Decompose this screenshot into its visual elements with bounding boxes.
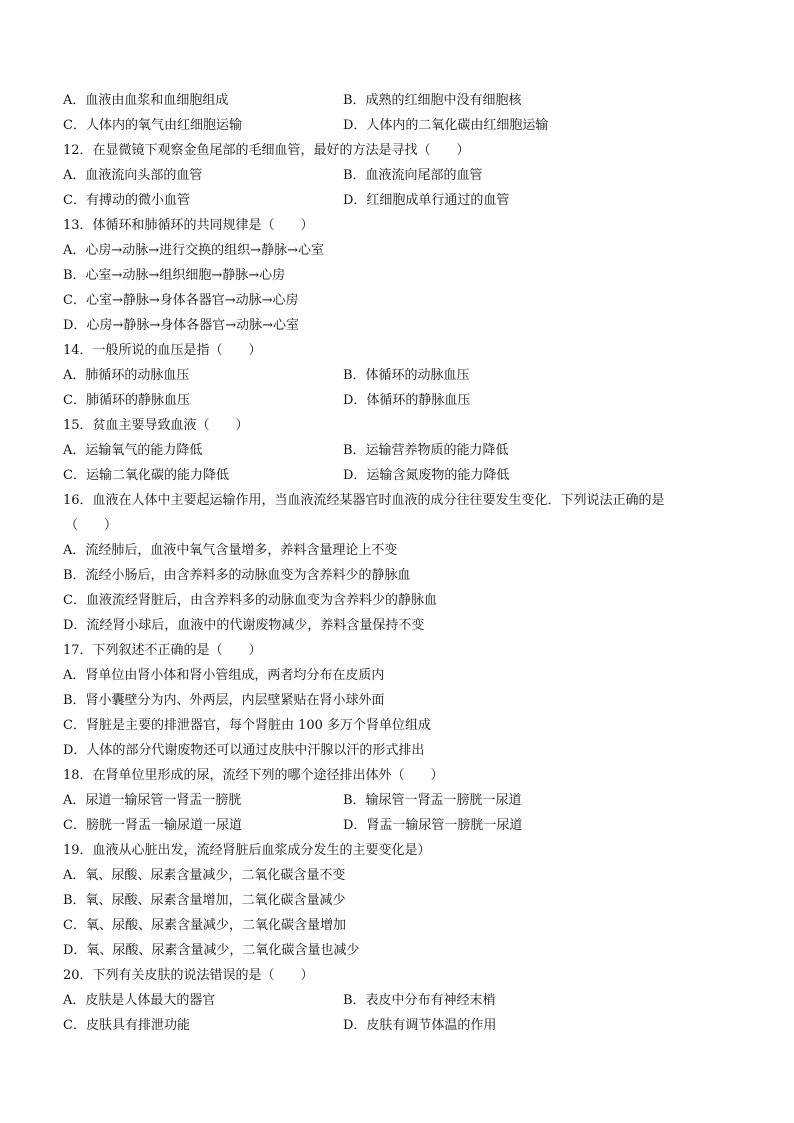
exam-page	[63, 88, 743, 1038]
option-b: B．心室→动脉→组织细胞→静脉→心房	[63, 268, 286, 283]
question-14	[63, 338, 743, 413]
question-stem: 18．在肾单位里形成的尿，流经下列的哪个途径排出体外（ ）	[63, 768, 444, 783]
option-b: B．血液流向尾部的血管	[343, 168, 483, 183]
option-row	[63, 163, 743, 188]
question-20	[63, 963, 743, 1038]
option-d: D．人体内的二氧化碳由红细胞运输	[343, 118, 549, 133]
option-c: C．膀胱一肾盂一输尿道一尿道	[63, 818, 242, 833]
option-row	[63, 463, 743, 488]
question-19	[63, 838, 743, 963]
option-row	[63, 113, 743, 138]
option-d: D．红细胞成单行通过的血管	[343, 193, 510, 208]
option-b: B．体循环的动脉血压	[343, 368, 470, 383]
option-d: D．肾盂一输尿管一膀胱一尿道	[343, 818, 523, 833]
option-c: C．氧、尿酸、尿素含量减少，二氧化碳含量增加	[63, 918, 346, 933]
question-stem: 19．血液从心脏出发，流经肾脏后血浆成分发生的主要变化是）	[63, 843, 431, 858]
question-15	[63, 413, 743, 488]
option-c: C．肾脏是主要的排泄器官，每个肾脏由 100 多万个肾单位组成	[63, 718, 432, 733]
option-row	[63, 438, 743, 463]
option-a: A．血液由血浆和血细胞组成	[63, 93, 229, 108]
question-18	[63, 763, 743, 838]
question-stem: 12．在显微镜下观察金鱼尾部的毛细血管，最好的方法是寻找（ ）	[63, 143, 470, 158]
option-row	[63, 788, 743, 813]
option-c: C．皮肤具有排泄功能	[63, 1018, 190, 1033]
question-17	[63, 638, 743, 763]
option-d: D．流经肾小球后，血液中的代谢废物减少，养料含量保持不变	[63, 618, 425, 633]
question-stem: 16．血液在人体中主要起运输作用，当血液流经某器官时血液的成分往往要发生变化．下列说法正确的是	[63, 493, 665, 508]
option-a: A．皮肤是人体最大的器官	[63, 993, 216, 1008]
option-row	[63, 1013, 743, 1038]
option-a: A．运输氧气的能力降低	[63, 443, 203, 458]
option-b: B．肾小囊壁分为内、外两层，内层壁紧贴在肾小球外面	[63, 693, 385, 708]
question-stem: 20．下列有关皮肤的说法错误的是（ ）	[63, 968, 314, 983]
option-row	[63, 88, 743, 113]
option-a: A．流经肺后，血液中氧气含量增多，养料含量理论上不变	[63, 543, 398, 558]
question-12	[63, 138, 743, 213]
option-row	[63, 988, 743, 1013]
option-d: D．体循环的静脉血压	[343, 393, 471, 408]
option-a: A．肾单位由肾小体和肾小管组成，两者均分布在皮质内	[63, 668, 385, 683]
option-d: D．运输含氮废物的能力降低	[343, 468, 510, 483]
option-c: C．运输二氧化碳的能力降低	[63, 468, 229, 483]
option-row	[63, 813, 743, 838]
option-b: B．运输营养物质的能力降低	[343, 443, 509, 458]
option-a: A．肺循环的动脉血压	[63, 368, 190, 383]
question-stem: 17．下列叙述不正确的是（ ）	[63, 643, 262, 658]
question-stem-continued: （ ）	[65, 518, 118, 533]
option-c: C．肺循环的静脉血压	[63, 393, 190, 408]
option-b: B．输尿管一肾盂一膀胱一尿道	[343, 793, 522, 808]
option-b: B．表皮中分布有神经末梢	[343, 993, 496, 1008]
option-d: D．心房→静脉→身体各器官→动脉→心室	[63, 318, 299, 333]
option-c: C．心室→静脉→身体各器官→动脉→心房	[63, 293, 299, 308]
option-a: A．心房→动脉→进行交换的组织→静脉→心室	[63, 243, 324, 258]
question-stem: 13．体循环和肺循环的共同规律是（ ）	[63, 218, 314, 233]
option-d: D．皮肤有调节体温的作用	[343, 1018, 497, 1033]
question-16	[63, 488, 743, 638]
option-b: B．成熟的红细胞中没有细胞核	[343, 93, 522, 108]
option-row	[63, 363, 743, 388]
option-row	[63, 188, 743, 213]
question-11	[63, 88, 743, 138]
question-13	[63, 213, 743, 338]
option-row	[63, 388, 743, 413]
option-a: A．尿道一输尿管一肾盂一膀胱	[63, 793, 242, 808]
option-d: D．氧、尿酸、尿素含量减少，二氧化碳含量也减少	[63, 943, 360, 958]
option-b: B．氧、尿酸、尿素含量增加，二氧化碳含量减少	[63, 893, 346, 908]
question-stem: 14．一般所说的血压是指（ ）	[63, 343, 262, 358]
option-a: A．血液流向头部的血管	[63, 168, 203, 183]
question-stem: 15．贫血主要导致血液（ ）	[63, 418, 249, 433]
option-b: B．流经小肠后，由含养料多的动脉血变为含养料少的静脉血	[63, 568, 411, 583]
option-a: A．氧、尿酸、尿素含量减少，二氧化碳含量不变	[63, 868, 346, 883]
option-d: D．人体的部分代谢废物还可以通过皮肤中汗腺以汗的形式排出	[63, 743, 425, 758]
option-c: C．血液流经肾脏后，由含养料多的动脉血变为含养料少的静脉血	[63, 593, 437, 608]
option-c: C．人体内的氧气由红细胞运输	[63, 118, 242, 133]
option-c: C．有搏动的微小血管	[63, 193, 190, 208]
